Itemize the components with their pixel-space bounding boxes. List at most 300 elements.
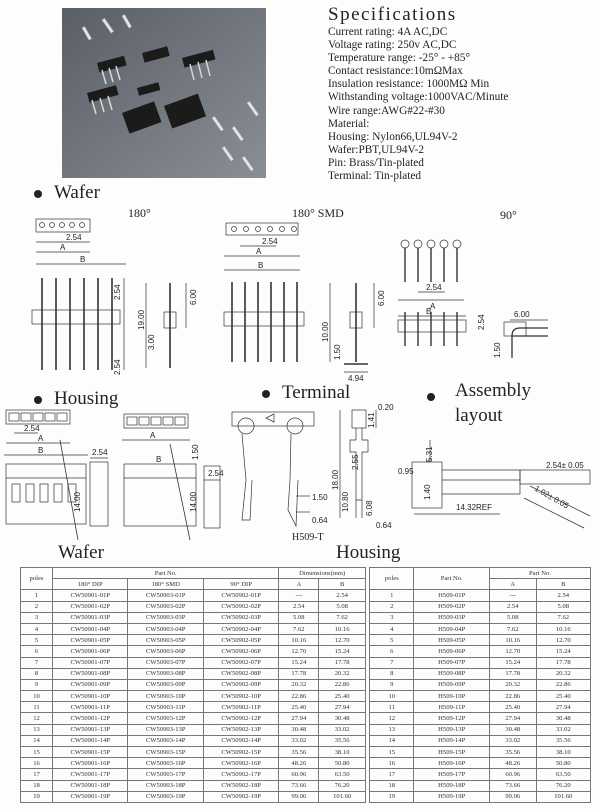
table-cell: 99.06	[489, 791, 536, 802]
dim-label: 6.00	[377, 290, 386, 306]
dim-label: 6.00	[514, 310, 530, 319]
table-row	[370, 691, 591, 702]
terminal-heading: Terminal	[262, 382, 350, 404]
terminal-side-view	[331, 403, 394, 530]
table-row	[370, 791, 591, 802]
dim-label: 0.95	[398, 467, 414, 476]
col-header-poles: poles	[21, 568, 53, 590]
table-row	[21, 601, 366, 612]
table-cell: CW50903-10P	[128, 691, 203, 702]
table-cell: 38.10	[319, 747, 366, 758]
table-cell: 9	[370, 679, 414, 690]
table-cell: 17	[370, 769, 414, 780]
dim-label: 1.41	[367, 412, 376, 428]
housing-heading: Housing	[34, 388, 118, 410]
wafer-smd-top-view	[224, 223, 300, 270]
table-cell: CW50903-03P	[128, 612, 203, 623]
table-cell: 5	[21, 635, 53, 646]
table-cell: 20.32	[489, 679, 536, 690]
table-cell: 15	[21, 747, 53, 758]
col-header-a: A	[279, 579, 319, 590]
spec-line: Contact resistance:10mΩMax	[328, 65, 463, 78]
table-cell: 10.16	[536, 623, 590, 634]
dim-label: A	[150, 431, 156, 440]
table-cell: 12.70	[279, 646, 319, 657]
wafer-90-top-view	[398, 240, 464, 311]
spec-line: Voltage rating: 250v AC,DC	[328, 39, 457, 52]
table-cell: 22.86	[279, 691, 319, 702]
table-cell: 3	[370, 612, 414, 623]
table-row	[21, 791, 366, 802]
table-row	[370, 679, 591, 690]
table-cell: 1	[21, 590, 53, 601]
table-cell: CW50903-08P	[128, 668, 203, 679]
table-cell: 25.40	[489, 702, 536, 713]
table-cell: 15.24	[536, 646, 590, 657]
table-cell: H509-02P	[414, 601, 489, 612]
table-cell: 6	[370, 646, 414, 657]
table-cell: H509-07P	[414, 657, 489, 668]
col-header-dip: 180° DIP	[53, 579, 128, 590]
spec-line: Housing: Nylon66,UL94V-2	[328, 130, 458, 143]
dim-label: 0.20	[378, 403, 394, 412]
table-cell: 15	[370, 747, 414, 758]
table-cell: H509-05P	[414, 635, 489, 646]
dim-label: 2.54	[262, 237, 278, 246]
view-label-smd: 180° SMD	[292, 206, 344, 220]
table-cell: 101.60	[319, 791, 366, 802]
col-header-b: B	[536, 579, 590, 590]
table-cell: H509-08P	[414, 668, 489, 679]
spec-line: Wafer:PBT,UL94V-2	[328, 143, 425, 156]
table-cell: 7	[370, 657, 414, 668]
col-header-dimensions: Dimensions(mm)	[279, 568, 366, 579]
table-cell: 73.66	[279, 780, 319, 791]
table-cell: H509-14P	[414, 735, 489, 746]
col-header-b: B	[319, 579, 366, 590]
dim-label: 1.02± 0.05	[533, 483, 571, 511]
table-row	[370, 724, 591, 735]
table-row	[370, 657, 591, 668]
table-cell: 5	[370, 635, 414, 646]
wafer-dip-top-view	[36, 219, 126, 264]
table-cell: CW50901-01P	[53, 590, 128, 601]
wafer-table-body	[21, 590, 366, 803]
table-cell: 18	[21, 780, 53, 791]
table-cell: H509-12P	[414, 713, 489, 724]
table-cell: H509-10P	[414, 691, 489, 702]
table-cell: CW50903-01P	[128, 590, 203, 601]
table-row	[370, 735, 591, 746]
dim-label: 2.54	[208, 469, 224, 478]
dim-label: A	[256, 247, 262, 256]
table-cell: 7.62	[279, 623, 319, 634]
table-cell: CW50902-07P	[203, 657, 278, 668]
assembly-heading: Assembly layout	[455, 380, 531, 426]
table-cell: CW50902-15P	[203, 747, 278, 758]
table-cell: H509-04P	[414, 623, 489, 634]
table-cell: 60.96	[489, 769, 536, 780]
table-cell: CW50903-18P	[128, 780, 203, 791]
table-cell: CW50903-14P	[128, 735, 203, 746]
table-cell: 10.16	[489, 635, 536, 646]
dim-label: B	[258, 261, 264, 270]
housing-parts-table	[369, 567, 591, 803]
dim-label: 0.64	[312, 516, 328, 525]
table-row	[21, 679, 366, 690]
table-cell: CW50902-01P	[203, 590, 278, 601]
table-cell: 20.32	[536, 668, 590, 679]
table-cell: CW50901-18P	[53, 780, 128, 791]
table-row	[21, 668, 366, 679]
table-cell: 8	[370, 668, 414, 679]
dim-label: B	[156, 455, 162, 464]
dim-label: 14.00	[189, 491, 198, 512]
table-cell: 35.56	[279, 747, 319, 758]
table-cell: 18	[370, 780, 414, 791]
table-cell: 35.56	[319, 735, 366, 746]
table-cell: 30.48	[489, 724, 536, 735]
table-cell: CW50901-05P	[53, 635, 128, 646]
table-cell: CW50902-18P	[203, 780, 278, 791]
dim-label: 0.64	[376, 521, 392, 530]
table-row	[370, 635, 591, 646]
table-cell: 22.86	[536, 679, 590, 690]
dim-label: 3.00	[147, 334, 156, 350]
table-cell: CW50902-11P	[203, 702, 278, 713]
table-cell: CW50903-15P	[128, 747, 203, 758]
housing-front-view-2	[73, 444, 198, 540]
assembly-tolerance-detail	[520, 461, 590, 528]
table-cell: 99.06	[279, 791, 319, 802]
table-cell: 2.54	[489, 601, 536, 612]
table-cell: ---	[279, 590, 319, 601]
table-cell: 27.94	[319, 702, 366, 713]
table-cell: CW50901-06P	[53, 646, 128, 657]
table-cell: 2	[21, 601, 53, 612]
table-cell: 10	[370, 691, 414, 702]
table-cell: 50.80	[536, 758, 590, 769]
table-cell: 76.20	[536, 780, 590, 791]
table-cell: 9	[21, 679, 53, 690]
table-cell: CW50902-17P	[203, 769, 278, 780]
spec-line: Insulation resistance: 1000MΩ Min	[328, 78, 490, 91]
table-cell: 33.02	[536, 724, 590, 735]
table-cell: 73.66	[489, 780, 536, 791]
table-cell: 4	[21, 623, 53, 634]
table-cell: 48.26	[279, 758, 319, 769]
table-cell: 20.32	[279, 679, 319, 690]
view-label-dip: 180°	[128, 206, 151, 220]
dim-label: 18.00	[331, 469, 340, 490]
housing-table-title: Housing	[336, 542, 401, 563]
table-cell: H509-06P	[414, 646, 489, 657]
wafer-smd-side-view	[321, 283, 386, 383]
table-cell: 30.48	[279, 724, 319, 735]
table-cell: 12.70	[489, 646, 536, 657]
table-cell: CW50901-10P	[53, 691, 128, 702]
table-cell: 4	[370, 623, 414, 634]
wafer-dip-front-view	[32, 278, 124, 375]
dim-label: 2.54	[92, 448, 108, 457]
dim-label: 2.54	[426, 283, 442, 292]
spec-line: Material:	[328, 117, 370, 130]
table-cell: H509-19P	[414, 791, 489, 802]
table-cell: CW50901-04P	[53, 623, 128, 634]
table-cell: CW50903-05P	[128, 635, 203, 646]
table-cell: 10.16	[319, 623, 366, 634]
table-cell: CW50902-03P	[203, 612, 278, 623]
table-cell: CW50902-05P	[203, 635, 278, 646]
dim-label: 2.54± 0.05	[546, 461, 584, 470]
table-cell: CW50901-02P	[53, 601, 128, 612]
table-row	[21, 713, 366, 724]
table-cell: 27.94	[489, 713, 536, 724]
table-cell: 16	[21, 758, 53, 769]
table-row	[21, 758, 366, 769]
table-cell: 17.78	[489, 668, 536, 679]
table-cell: H509-18P	[414, 780, 489, 791]
dim-label: 4.94	[348, 374, 364, 383]
table-cell: 10.16	[279, 635, 319, 646]
wafer-parts-table	[20, 567, 366, 803]
table-row	[370, 758, 591, 769]
dim-label: 5.31	[425, 446, 434, 462]
table-cell: 15.24	[279, 657, 319, 668]
table-cell: 12.70	[536, 635, 590, 646]
table-cell: CW50903-09P	[128, 679, 203, 690]
table-row	[21, 769, 366, 780]
table-cell: 15.24	[489, 657, 536, 668]
spec-line: Wire range:AWG#22-#30	[328, 104, 445, 117]
spec-line: Withstanding voltage:1000VAC/Minute	[328, 91, 509, 104]
housing-top-view	[4, 410, 88, 455]
dim-label: 10.80	[341, 491, 350, 512]
dim-label: 14.32REF	[456, 503, 493, 512]
table-row	[21, 702, 366, 713]
table-cell: 33.02	[489, 735, 536, 746]
dim-label: 1.40	[423, 484, 432, 500]
table-cell: 8	[21, 668, 53, 679]
wafer-table-title: Wafer	[58, 542, 104, 563]
table-cell: 76.20	[319, 780, 366, 791]
wafer-90-side-view	[493, 310, 548, 358]
table-cell: 5.08	[536, 601, 590, 612]
table-cell: 27.94	[536, 702, 590, 713]
terminal-part-number: H509-T	[292, 532, 324, 543]
table-cell: 5.08	[319, 601, 366, 612]
table-cell: H509-09P	[414, 679, 489, 690]
table-cell: CW50902-06P	[203, 646, 278, 657]
table-cell: CW50901-15P	[53, 747, 128, 758]
table-cell: CW50901-17P	[53, 769, 128, 780]
table-cell: CW50901-16P	[53, 758, 128, 769]
housing-side-view-2	[204, 466, 224, 528]
table-row	[370, 590, 591, 601]
table-cell: CW50901-07P	[53, 657, 128, 668]
col-header-part-no: Part No.	[414, 568, 489, 590]
table-row	[370, 612, 591, 623]
table-cell: 13	[21, 724, 53, 735]
table-row	[21, 780, 366, 791]
table-cell: 10	[21, 691, 53, 702]
dim-label: 19.00	[137, 309, 146, 330]
table-cell: H509-16P	[414, 758, 489, 769]
dim-label: 2.54	[66, 233, 82, 242]
wafer-90-front-view	[398, 307, 486, 346]
table-row	[21, 724, 366, 735]
table-cell: 38.10	[536, 747, 590, 758]
table-cell: 25.40	[536, 691, 590, 702]
table-cell: 17.78	[319, 657, 366, 668]
table-cell: CW50902-12P	[203, 713, 278, 724]
housing-table-body	[370, 590, 591, 803]
table-cell: 2	[370, 601, 414, 612]
table-cell: 13	[370, 724, 414, 735]
dim-label: 1.50	[333, 344, 342, 360]
table-cell: 14	[21, 735, 53, 746]
table-cell: 60.96	[279, 769, 319, 780]
table-cell: CW50901-03P	[53, 612, 128, 623]
table-cell: H509-03P	[414, 612, 489, 623]
table-row	[21, 635, 366, 646]
table-row	[370, 747, 591, 758]
housing-side-view	[90, 448, 108, 526]
terminal-drawing	[232, 412, 328, 526]
table-cell: 50.80	[319, 758, 366, 769]
table-cell: 101.60	[536, 791, 590, 802]
dim-label: 2.54	[113, 359, 122, 375]
table-cell: CW50902-04P	[203, 623, 278, 634]
table-cell: 12.70	[319, 635, 366, 646]
table-cell: CW50902-08P	[203, 668, 278, 679]
table-cell: 12	[370, 713, 414, 724]
table-cell: CW50903-17P	[128, 769, 203, 780]
table-cell: CW50901-19P	[53, 791, 128, 802]
dim-label: 2.54	[113, 284, 122, 300]
table-cell: CW50902-09P	[203, 679, 278, 690]
table-cell: 35.56	[489, 747, 536, 758]
table-cell: 30.48	[319, 713, 366, 724]
table-cell: CW50901-13P	[53, 724, 128, 735]
table-cell: 25.40	[279, 702, 319, 713]
table-row	[370, 769, 591, 780]
table-cell: 30.48	[536, 713, 590, 724]
table-cell: 2.54	[319, 590, 366, 601]
table-cell: CW50902-16P	[203, 758, 278, 769]
table-row	[370, 713, 591, 724]
dim-label: 1.50	[191, 444, 200, 460]
table-cell: H509-01P	[414, 590, 489, 601]
table-row	[370, 702, 591, 713]
table-row	[370, 646, 591, 657]
table-cell: CW50903-19P	[128, 791, 203, 802]
table-cell: CW50903-04P	[128, 623, 203, 634]
spec-line: Temperature range: -25° - +85°	[328, 52, 470, 65]
table-cell: 2.54	[279, 601, 319, 612]
table-cell: CW50903-12P	[128, 713, 203, 724]
table-cell: CW50902-13P	[203, 724, 278, 735]
col-header-part-no-dims: Part No.	[489, 568, 590, 579]
table-row	[370, 623, 591, 634]
table-cell: 3	[21, 612, 53, 623]
housing-top-view-2	[122, 414, 200, 460]
wafer-heading: Wafer	[34, 182, 100, 204]
table-cell: CW50901-12P	[53, 713, 128, 724]
table-cell: CW50902-14P	[203, 735, 278, 746]
table-cell: CW50901-08P	[53, 668, 128, 679]
dim-label: 1.50	[312, 493, 328, 502]
table-cell: 33.02	[279, 735, 319, 746]
table-cell: 22.86	[319, 679, 366, 690]
table-cell: 7.62	[319, 612, 366, 623]
table-cell: CW50902-19P	[203, 791, 278, 802]
wafer-smd-front-view	[224, 282, 304, 362]
dim-label: 2.55	[351, 454, 360, 470]
table-cell: 63.50	[319, 769, 366, 780]
dim-label: 2.54	[477, 314, 486, 330]
dim-label: 2.54	[24, 424, 40, 433]
table-row	[370, 780, 591, 791]
table-cell: 20.32	[319, 668, 366, 679]
dim-label: A	[430, 302, 436, 311]
dim-label: B	[426, 307, 432, 316]
table-cell: 7.62	[489, 623, 536, 634]
table-cell: CW50903-11P	[128, 702, 203, 713]
table-cell: CW50902-10P	[203, 691, 278, 702]
col-header-poles: poles	[370, 568, 414, 590]
table-cell: 14	[370, 735, 414, 746]
col-header-a: A	[489, 579, 536, 590]
table-cell: 15.24	[319, 646, 366, 657]
table-row	[21, 691, 366, 702]
table-cell: 17.78	[279, 668, 319, 679]
table-cell: 17.78	[536, 657, 590, 668]
table-cell: CW50901-11P	[53, 702, 128, 713]
table-row	[21, 590, 366, 601]
table-cell: 25.40	[319, 691, 366, 702]
dim-label: 10.00	[321, 321, 330, 342]
spec-line: Pin: Brass/Tin-plated	[328, 156, 424, 169]
table-cell: 5.08	[279, 612, 319, 623]
col-header-part-no: Part No.	[53, 568, 279, 579]
table-row	[21, 646, 366, 657]
table-cell: 7	[21, 657, 53, 668]
assembly-drawing	[398, 440, 520, 514]
table-cell: 48.26	[489, 758, 536, 769]
table-cell: 19	[370, 791, 414, 802]
table-cell: H509-15P	[414, 747, 489, 758]
dim-label: B	[38, 446, 44, 455]
table-cell: ---	[489, 590, 536, 601]
table-cell: H509-17P	[414, 769, 489, 780]
table-cell: 1	[370, 590, 414, 601]
table-cell: 35.56	[536, 735, 590, 746]
dim-label: 6.00	[189, 289, 198, 305]
table-cell: 5.08	[489, 612, 536, 623]
table-cell: CW50903-06P	[128, 646, 203, 657]
dim-label: A	[38, 434, 44, 443]
view-label-90: 90°	[500, 208, 517, 222]
dim-label: 1.50	[493, 342, 502, 358]
table-row	[21, 735, 366, 746]
table-cell: 6	[21, 646, 53, 657]
table-row	[21, 747, 366, 758]
col-header-90dip: 90° DIP	[203, 579, 278, 590]
table-cell: 7.62	[536, 612, 590, 623]
table-cell: CW50903-02P	[128, 601, 203, 612]
table-cell: CW50901-14P	[53, 735, 128, 746]
